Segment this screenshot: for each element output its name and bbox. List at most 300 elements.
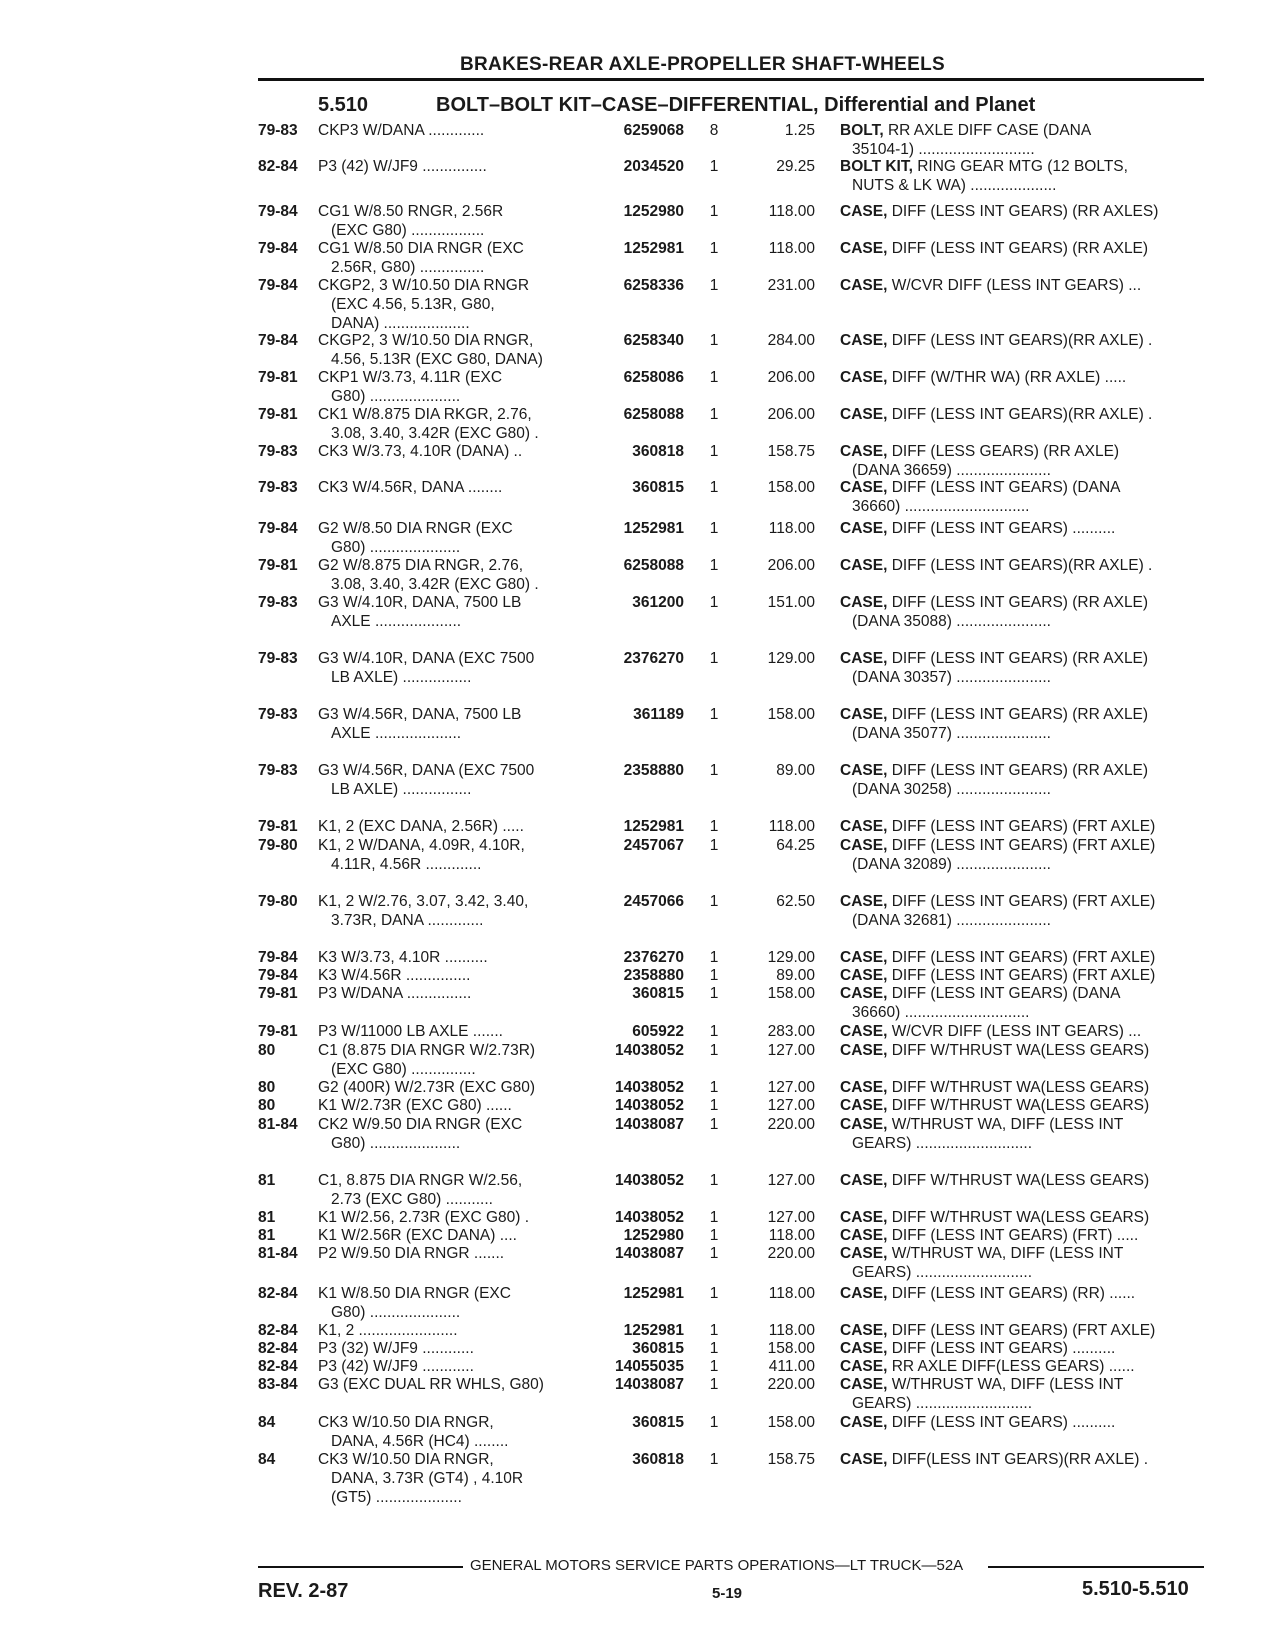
price: 231.00 xyxy=(767,277,815,294)
model-years: 81 xyxy=(258,1172,276,1189)
model-years: 82-84 xyxy=(258,1285,298,1302)
model-years: 81 xyxy=(258,1209,276,1226)
description-text: RR AXLE DIFF(LESS GEARS) ...... xyxy=(891,1358,1135,1375)
application-cell xyxy=(318,1208,578,1227)
part-number: 1252981 xyxy=(623,240,684,257)
description-text: DIFF W/THRUST WA(LESS GEARS) xyxy=(891,1209,1150,1226)
description-line xyxy=(840,649,1210,668)
price: 129.00 xyxy=(767,949,815,966)
quantity: 1 xyxy=(709,369,719,386)
part-number: 14038052 xyxy=(615,1209,684,1226)
part-number: 14038087 xyxy=(615,1376,684,1393)
application-line: LB AXLE) ................ xyxy=(331,781,472,798)
application-line: CKP1 W/3.73, 4.11R (EXC xyxy=(318,369,503,386)
part-number: 14038087 xyxy=(615,1245,684,1262)
price: 1.25 xyxy=(784,122,815,139)
description-line xyxy=(840,1413,1210,1432)
application-line: K1, 2 W/2.76, 3.07, 3.42, 3.40, xyxy=(318,893,529,910)
description-cell xyxy=(840,1244,1210,1282)
quantity: 1 xyxy=(709,818,719,835)
application-line: CG1 W/8.50 RNGR, 2.56R xyxy=(318,203,504,220)
part-name: CASE, xyxy=(840,1358,888,1375)
application-line: (GT5) .................... xyxy=(331,1489,462,1506)
application-line: G80) ..................... xyxy=(331,1304,461,1321)
part-number: 2358880 xyxy=(623,762,684,779)
description-text: W/THRUST WA, DIFF (LESS INT xyxy=(891,1116,1124,1133)
description-line xyxy=(840,1244,1210,1263)
description-line: GEARS) ........................... xyxy=(852,1135,1033,1152)
description-cell xyxy=(840,442,1210,480)
quantity: 1 xyxy=(709,967,719,984)
description-cell xyxy=(840,556,1210,575)
description-text: DIFF (LESS INT GEARS) (DANA xyxy=(891,985,1121,1002)
section-range: 5.510-5.510 xyxy=(1082,1578,1189,1600)
application-cell xyxy=(318,892,578,930)
part-number: 14038052 xyxy=(615,1097,684,1114)
model-years: 79-80 xyxy=(258,893,298,910)
description-cell xyxy=(840,1413,1210,1432)
quantity: 1 xyxy=(709,406,719,423)
price: 118.00 xyxy=(768,520,815,537)
part-name: CASE, xyxy=(840,1209,888,1226)
revision-label: REV. 2-87 xyxy=(258,1580,349,1602)
application-line: P3 (42) W/JF9 ............... xyxy=(318,158,487,175)
description-text: DIFF (LESS INT GEARS) (RR AXLE) xyxy=(891,240,1149,257)
quantity: 1 xyxy=(709,594,719,611)
description-cell xyxy=(840,405,1210,424)
quantity: 1 xyxy=(709,479,719,496)
part-number: 14038052 xyxy=(615,1042,684,1059)
description-cell xyxy=(840,157,1210,195)
part-number: 6258088 xyxy=(623,406,684,423)
description-line xyxy=(840,478,1210,497)
description-line xyxy=(840,1339,1210,1358)
price: 206.00 xyxy=(767,369,815,386)
description-text: DIFF W/THRUST WA(LESS GEARS) xyxy=(891,1097,1150,1114)
description-line xyxy=(840,121,1210,140)
description-line xyxy=(840,1115,1210,1134)
footer-publisher: GENERAL MOTORS SERVICE PARTS OPERATIONS—LT TRUCK—52A xyxy=(470,1557,964,1574)
description-cell xyxy=(840,1022,1210,1041)
application-cell xyxy=(318,1078,578,1097)
part-name: CASE, xyxy=(840,706,888,723)
description-cell xyxy=(840,761,1210,799)
description-line xyxy=(840,1078,1210,1097)
quantity: 1 xyxy=(709,1042,719,1059)
description-text: DIFF (LESS INT GEARS) .......... xyxy=(891,1414,1116,1431)
application-cell xyxy=(318,948,578,967)
application-cell xyxy=(318,1041,578,1079)
model-years: 79-84 xyxy=(258,332,298,349)
description-line: 36660) ............................. xyxy=(852,498,1030,515)
description-line xyxy=(840,331,1210,350)
application-line: K1 W/8.50 DIA RNGR (EXC xyxy=(318,1285,511,1302)
application-line: AXLE .................... xyxy=(331,613,462,630)
application-cell xyxy=(318,966,578,985)
description-line xyxy=(840,1208,1210,1227)
model-years: 79-83 xyxy=(258,443,298,460)
part-name: CASE, xyxy=(840,837,888,854)
quantity: 1 xyxy=(709,1097,719,1114)
application-cell xyxy=(318,239,578,277)
part-number: 6258088 xyxy=(623,557,684,574)
model-years: 79-80 xyxy=(258,837,298,854)
description-line: (DANA 32681) ...................... xyxy=(852,912,1051,929)
application-line: CK3 W/10.50 DIA RNGR, xyxy=(318,1451,494,1468)
price: 158.00 xyxy=(767,1414,815,1431)
description-text: DIFF (W/THR WA) (RR AXLE) ..... xyxy=(891,369,1127,386)
part-name: CASE, xyxy=(840,818,888,835)
application-line: 2.56R, G80) ............... xyxy=(331,259,485,276)
part-number: 360815 xyxy=(632,479,684,496)
description-text: DIFF (LESS INT GEARS) .......... xyxy=(891,1340,1116,1357)
application-line: P3 (32) W/JF9 ............ xyxy=(318,1340,474,1357)
application-cell xyxy=(318,1226,578,1245)
application-cell xyxy=(318,1450,578,1507)
description-line xyxy=(840,892,1210,911)
description-text: DIFF (LESS INT GEARS) (RR AXLE) xyxy=(891,762,1149,779)
application-line: CK2 W/9.50 DIA RNGR (EXC xyxy=(318,1116,523,1133)
model-years: 79-81 xyxy=(258,818,298,835)
model-years: 82-84 xyxy=(258,158,298,175)
part-number: 2457067 xyxy=(623,837,684,854)
model-years: 79-81 xyxy=(258,1023,298,1040)
description-cell xyxy=(840,1041,1210,1060)
part-number: 1252981 xyxy=(623,520,684,537)
application-cell xyxy=(318,1284,578,1322)
description-line: GEARS) ........................... xyxy=(852,1264,1033,1281)
application-cell xyxy=(318,1357,578,1376)
description-line xyxy=(840,202,1210,221)
price: 158.00 xyxy=(767,479,815,496)
model-years: 82-84 xyxy=(258,1340,298,1357)
application-cell xyxy=(318,593,578,631)
part-name: CASE, xyxy=(840,277,888,294)
description-line: (DANA 35088) ...................... xyxy=(852,613,1051,630)
model-years: 79-81 xyxy=(258,985,298,1002)
part-number: 1252981 xyxy=(623,1322,684,1339)
description-cell xyxy=(840,1096,1210,1115)
price: 127.00 xyxy=(767,1209,815,1226)
description-text: DIFF (LESS INT GEARS) (FRT AXLE) xyxy=(891,893,1156,910)
price: 158.00 xyxy=(767,706,815,723)
part-name: CASE, xyxy=(840,1322,888,1339)
quantity: 1 xyxy=(709,1116,719,1133)
part-name: CASE, xyxy=(840,1172,888,1189)
part-name: CASE, xyxy=(840,443,888,460)
model-years: 81-84 xyxy=(258,1245,298,1262)
description-text: DIFF (LESS INT GEARS) (RR) ...... xyxy=(891,1285,1136,1302)
description-text: DIFF (LESS INT GEARS) (FRT) ..... xyxy=(891,1227,1139,1244)
quantity: 1 xyxy=(709,1340,719,1357)
application-line: AXLE .................... xyxy=(331,725,462,742)
application-line: G2 (400R) W/2.73R (EXC G80) xyxy=(318,1079,536,1096)
model-years: 79-83 xyxy=(258,762,298,779)
description-text: DIFF W/THRUST WA(LESS GEARS) xyxy=(891,1042,1150,1059)
description-line: (DANA 35077) ...................... xyxy=(852,725,1051,742)
quantity: 1 xyxy=(709,1023,719,1040)
description-cell xyxy=(840,239,1210,258)
part-name: CASE, xyxy=(840,594,888,611)
footer-rule-left xyxy=(258,1566,463,1568)
price: 206.00 xyxy=(767,406,815,423)
description-cell xyxy=(840,705,1210,743)
model-years: 79-84 xyxy=(258,203,298,220)
model-years: 79-84 xyxy=(258,967,298,984)
price: 127.00 xyxy=(767,1079,815,1096)
application-line: CK3 W/3.73, 4.10R (DANA) .. xyxy=(318,443,523,460)
part-name: CASE, xyxy=(840,557,888,574)
application-line: P3 W/11000 LB AXLE ....... xyxy=(318,1023,503,1040)
part-name: CASE, xyxy=(840,967,888,984)
application-cell xyxy=(318,478,578,497)
application-line: C1, 8.875 DIA RNGR W/2.56, xyxy=(318,1172,523,1189)
price: 220.00 xyxy=(767,1245,815,1262)
description-line xyxy=(840,1041,1210,1060)
part-number: 361189 xyxy=(633,706,684,723)
part-name: CASE, xyxy=(840,1414,888,1431)
description-text: W/CVR DIFF (LESS INT GEARS) ... xyxy=(891,1023,1142,1040)
description-cell xyxy=(840,892,1210,930)
description-text: DIFF (LESS INT GEARS)(RR AXLE) . xyxy=(891,332,1153,349)
model-years: 81 xyxy=(258,1227,276,1244)
quantity: 1 xyxy=(709,158,719,175)
application-line: G2 W/8.50 DIA RNGR (EXC xyxy=(318,520,513,537)
description-cell xyxy=(840,1115,1210,1153)
description-line: GEARS) ........................... xyxy=(852,1395,1033,1412)
application-line: CKP3 W/DANA ............. xyxy=(318,122,485,139)
part-name: CASE, xyxy=(840,1023,888,1040)
description-line xyxy=(840,1022,1210,1041)
application-line: G2 W/8.875 DIA RNGR, 2.76, xyxy=(318,557,524,574)
application-line: DANA) .................... xyxy=(331,315,470,332)
description-line xyxy=(840,948,1210,967)
description-cell xyxy=(840,966,1210,985)
quantity: 1 xyxy=(709,650,719,667)
application-cell xyxy=(318,202,578,240)
quantity: 1 xyxy=(709,203,719,220)
price: 89.00 xyxy=(776,762,815,779)
application-line: 4.11R, 4.56R ............. xyxy=(331,856,482,873)
description-cell xyxy=(840,1284,1210,1303)
application-cell xyxy=(318,1339,578,1358)
price: 89.00 xyxy=(776,967,815,984)
part-number: 2034520 xyxy=(623,158,684,175)
model-years: 84 xyxy=(258,1414,276,1431)
application-line: K3 W/3.73, 4.10R .......... xyxy=(318,949,488,966)
part-number: 360815 xyxy=(632,985,684,1002)
application-line: K1, 2 ....................... xyxy=(318,1322,458,1339)
price: 158.75 xyxy=(767,443,815,460)
part-name: CASE, xyxy=(840,893,888,910)
application-cell xyxy=(318,1244,578,1263)
part-name: BOLT KIT, xyxy=(840,158,913,175)
part-number: 360818 xyxy=(632,443,684,460)
part-name: CASE, xyxy=(840,369,888,386)
part-number: 14038052 xyxy=(615,1172,684,1189)
part-number: 1252981 xyxy=(623,818,684,835)
part-name: CASE, xyxy=(840,520,888,537)
application-line: G3 W/4.56R, DANA (EXC 7500 xyxy=(318,762,535,779)
application-cell xyxy=(318,984,578,1003)
part-name: CASE, xyxy=(840,762,888,779)
application-cell xyxy=(318,1375,578,1394)
description-cell xyxy=(840,1375,1210,1413)
price: 118.00 xyxy=(768,1285,815,1302)
part-name: CASE, xyxy=(840,1227,888,1244)
description-text: DIFF (LESS INT GEARS) (DANA xyxy=(891,479,1121,496)
application-line: DANA, 3.73R (GT4) , 4.10R xyxy=(331,1470,524,1487)
description-cell xyxy=(840,836,1210,874)
description-text: DIFF (LESS INT GEARS) (RR AXLE) xyxy=(891,594,1149,611)
application-cell xyxy=(318,331,578,369)
part-name: CASE, xyxy=(840,1116,888,1133)
part-name: CASE, xyxy=(840,650,888,667)
model-years: 79-83 xyxy=(258,650,298,667)
description-line xyxy=(840,1450,1210,1469)
description-cell xyxy=(840,202,1210,221)
application-line: K1, 2 (EXC DANA, 2.56R) ..... xyxy=(318,818,524,835)
part-name: CASE, xyxy=(840,1376,888,1393)
quantity: 1 xyxy=(709,706,719,723)
model-years: 82-84 xyxy=(258,1358,298,1375)
description-line xyxy=(840,761,1210,780)
page-header-title: BRAKES-REAR AXLE-PROPELLER SHAFT-WHEELS xyxy=(460,54,945,75)
quantity: 1 xyxy=(709,985,719,1002)
page-number: 5-19 xyxy=(712,1585,743,1602)
quantity: 1 xyxy=(709,443,719,460)
model-years: 79-83 xyxy=(258,706,298,723)
description-line xyxy=(840,239,1210,258)
part-number: 360815 xyxy=(632,1340,684,1357)
part-number: 2376270 xyxy=(623,650,684,667)
description-line xyxy=(840,836,1210,855)
part-name: CASE, xyxy=(840,1097,888,1114)
model-years: 80 xyxy=(258,1097,276,1114)
description-text: DIFF (LESS INT GEARS) (RR AXLE) xyxy=(891,706,1149,723)
application-cell xyxy=(318,157,578,176)
price: 127.00 xyxy=(767,1042,815,1059)
description-line xyxy=(840,817,1210,836)
description-cell xyxy=(840,1450,1210,1469)
description-line xyxy=(840,556,1210,575)
quantity: 1 xyxy=(709,332,719,349)
price: 118.00 xyxy=(768,818,815,835)
part-number: 360818 xyxy=(632,1451,684,1468)
quantity: 1 xyxy=(709,1227,719,1244)
quantity: 1 xyxy=(709,837,719,854)
header-rule xyxy=(258,78,1204,81)
application-cell xyxy=(318,1171,578,1209)
application-cell xyxy=(318,1115,578,1153)
footer-rule-right xyxy=(988,1566,1204,1568)
quantity: 1 xyxy=(709,277,719,294)
application-cell xyxy=(318,761,578,799)
price: 220.00 xyxy=(767,1376,815,1393)
description-cell xyxy=(840,1208,1210,1227)
application-line: P3 (42) W/JF9 ............ xyxy=(318,1358,474,1375)
price: 118.00 xyxy=(768,203,815,220)
price: 158.75 xyxy=(767,1451,815,1468)
application-line: LB AXLE) ................ xyxy=(331,669,472,686)
quantity: 1 xyxy=(709,1245,719,1262)
application-cell xyxy=(318,276,578,333)
description-cell xyxy=(840,817,1210,836)
description-cell xyxy=(840,519,1210,538)
application-cell xyxy=(318,649,578,687)
application-line: (EXC G80) ............... xyxy=(331,1061,476,1078)
price: 283.00 xyxy=(767,1023,815,1040)
part-name: CASE, xyxy=(840,949,888,966)
description-text: DIFF (LESS INT GEARS)(RR AXLE) . xyxy=(891,557,1153,574)
quantity: 1 xyxy=(709,1285,719,1302)
description-text: DIFF(LESS INT GEARS)(RR AXLE) . xyxy=(891,1451,1149,1468)
part-name: CASE, xyxy=(840,240,888,257)
description-cell xyxy=(840,948,1210,967)
price: 284.00 xyxy=(767,332,815,349)
price: 220.00 xyxy=(767,1116,815,1133)
model-years: 79-81 xyxy=(258,406,298,423)
description-line xyxy=(840,442,1210,461)
price: 158.00 xyxy=(767,985,815,1002)
description-line: (DANA 32089) ...................... xyxy=(852,856,1051,873)
part-number: 361200 xyxy=(632,594,684,611)
application-line: DANA, 4.56R (HC4) ........ xyxy=(331,1433,509,1450)
description-line xyxy=(840,705,1210,724)
part-number: 1252980 xyxy=(623,203,684,220)
description-line xyxy=(840,1321,1210,1340)
description-line xyxy=(840,966,1210,985)
part-name: CASE, xyxy=(840,406,888,423)
application-line: G3 W/4.10R, DANA, 7500 LB xyxy=(318,594,522,611)
quantity: 1 xyxy=(709,1414,719,1431)
application-line: G3 (EXC DUAL RR WHLS, G80) xyxy=(318,1376,544,1393)
section-heading xyxy=(318,94,1035,117)
description-cell xyxy=(840,1321,1210,1340)
description-line xyxy=(840,593,1210,612)
application-cell xyxy=(318,405,578,443)
quantity: 1 xyxy=(709,949,719,966)
part-number: 1252981 xyxy=(623,1285,684,1302)
part-name: CASE, xyxy=(840,1451,888,1468)
application-line: 3.08, 3.40, 3.42R (EXC G80) . xyxy=(331,425,539,442)
description-text: DIFF (LESS INT GEARS) (FRT AXLE) xyxy=(891,949,1156,966)
application-cell xyxy=(318,1096,578,1115)
description-text: RR AXLE DIFF CASE (DANA xyxy=(887,122,1092,139)
part-number: 2376270 xyxy=(623,949,684,966)
quantity: 1 xyxy=(709,1358,719,1375)
application-cell xyxy=(318,442,578,461)
quantity: 1 xyxy=(709,1079,719,1096)
application-line: (EXC 4.56, 5.13R, G80, xyxy=(331,296,495,313)
part-name: CASE, xyxy=(840,1042,888,1059)
model-years: 79-81 xyxy=(258,369,298,386)
price: 127.00 xyxy=(767,1097,815,1114)
part-number: 14055035 xyxy=(615,1358,684,1375)
part-name: CASE, xyxy=(840,1079,888,1096)
application-cell xyxy=(318,368,578,406)
application-cell xyxy=(318,556,578,594)
application-line: K1 W/2.73R (EXC G80) ...... xyxy=(318,1097,512,1114)
model-years: 79-84 xyxy=(258,277,298,294)
price: 118.00 xyxy=(768,1227,815,1244)
description-text: DIFF (LESS INT GEARS) .......... xyxy=(891,520,1116,537)
application-line: K1, 2 W/DANA, 4.09R, 4.10R, xyxy=(318,837,525,854)
description-text: RING GEAR MTG (12 BOLTS, xyxy=(917,158,1128,175)
description-line: (DANA 30258) ...................... xyxy=(852,781,1051,798)
description-line xyxy=(840,1171,1210,1190)
application-line: 2.73 (EXC G80) ........... xyxy=(331,1191,493,1208)
